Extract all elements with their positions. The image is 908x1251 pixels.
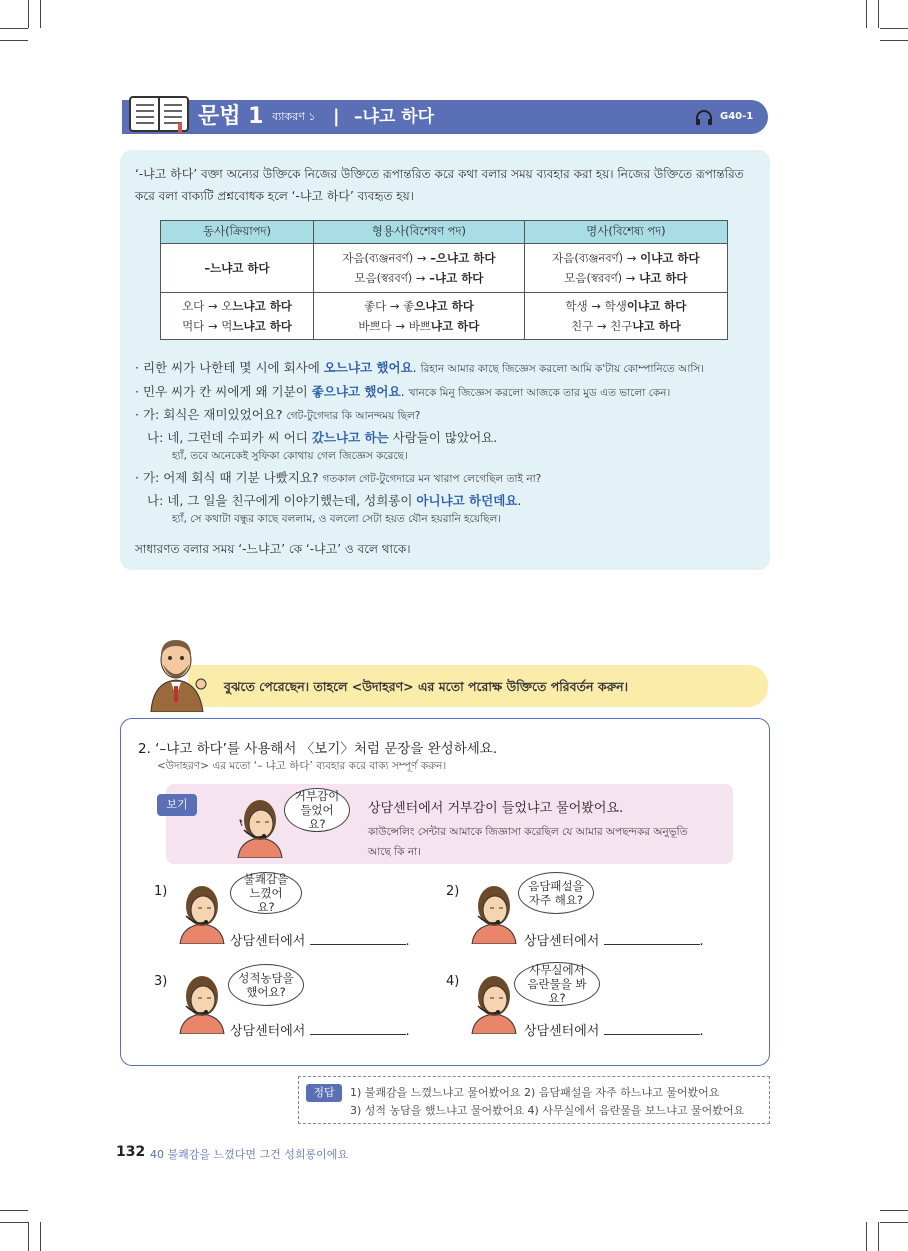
answer-suffix: . (405, 934, 410, 949)
speech-bubble (518, 872, 594, 914)
rule-ending: –으냐고 하다 (430, 251, 496, 265)
translation: হ্যাঁ, সে কথাটা বন্ধুর কাছে বললাম, ও বললো সেটা হয়ত যৌন হয়রানি হয়েছিল। (172, 513, 502, 525)
answer-suffix: . (405, 1024, 410, 1039)
table-header: 동사(ক্রিয়াপদ) (161, 221, 314, 244)
usage-note: সাধারণত বলার সময় ‘-느냐고’ কে ‘-냐고’ ও বলে থাকে। (135, 542, 411, 556)
book-icon (128, 93, 190, 133)
answer-line (524, 930, 704, 949)
example-sentence (147, 428, 497, 446)
example-answer: 상담센터에서 거부감이 들었냐고 물어봤어요. (368, 801, 624, 816)
translation: খানকে মিনু জিজ্ঞেস করলো আজকে তার মুড এত ভালো কেন। (408, 387, 671, 399)
answer-suffix: . (699, 934, 704, 949)
answer-blank[interactable] (604, 932, 700, 945)
verb-rule: –느냐고 하다 (204, 261, 270, 275)
section-title: 문법 1 (198, 104, 264, 129)
crop-mark (0, 1222, 28, 1223)
example-translation: কাউন্সেলিং সেন্টার আমাকে জিজ্ঞাসা করেছিল যে আমার অপছন্দকর অনুভূতি আছে কি না। (368, 826, 688, 858)
crop-mark (28, 0, 29, 28)
example-text: 사람들이 많았어요. (388, 430, 498, 445)
translation: গেট-টুগেদার কি আনন্দময় ছিল? (286, 410, 421, 422)
bubble-text: 음담패설을 자주 해요? (528, 879, 584, 907)
table-cell (524, 244, 727, 293)
example-ending: 이냐고 하다 (626, 299, 687, 313)
crop-mark (40, 0, 41, 28)
crop-mark (0, 1210, 28, 1211)
counselor-face-icon (176, 972, 228, 1034)
bubble-text: 거부감이 들었어요? (294, 789, 340, 831)
item-number: 2) (446, 884, 460, 899)
speech-bubble (284, 788, 350, 832)
crop-mark (880, 40, 908, 41)
example-word: 좋다 → 좋 (363, 299, 415, 313)
counselor-face-icon (234, 796, 286, 858)
rule-label: 모음(স্বরবর্ণ) → (354, 271, 430, 285)
headphone-icon[interactable] (695, 109, 713, 125)
bubble-text: 불쾌감을 느꼈어요? (243, 872, 289, 914)
example-word: 바쁘다 → 바쁘 (358, 319, 431, 333)
example-word: 학생 → 학생 (565, 299, 627, 313)
answer-blank[interactable] (310, 932, 406, 945)
answer-key-line: 3) 성적 농담을 했느냐고 물어봤어요 4) 사무실에서 음란물을 보느냐고 물어봤어요 (350, 1104, 745, 1117)
exercise-title: 2. ‘–냐고 하다’를 사용해서 〈보기〉처럼 문장을 완성하세요. (138, 741, 498, 757)
crop-mark (880, 1210, 908, 1211)
example-sentence (135, 468, 541, 489)
counselor-face-icon (176, 882, 228, 944)
grammar-table (160, 220, 728, 340)
table-cell (161, 293, 314, 340)
example-sentence (147, 491, 521, 509)
answer-line (230, 1020, 410, 1039)
rule-label: 자음(ব্যঞ্জনবর্ণ) → (342, 251, 431, 265)
table-header: 명사(বিশেষ্য পদ) (524, 221, 727, 244)
speech-bubble (228, 964, 304, 1006)
answer-key-line: 1) 불쾌감을 느꼈느냐고 물어봤어요 2) 음담패설을 자주 하느냐고 물어봤어요 (350, 1086, 720, 1099)
example-text: 나: 네, 그런데 수피카 씨 어디 (147, 430, 312, 445)
item-number: 3) (154, 974, 168, 989)
example-word: 친구 → 친구 (570, 319, 633, 333)
translation: রিহান আমার কাছে জিজ্ঞেস করলো আমি ক'টায় কোম্পানিতে আসি। (420, 363, 705, 375)
teacher-illustration (145, 632, 207, 712)
exercise-subtitle: <উদাহরণ> এর মতো ‘– 냐고 하다’ ব্যবহার করে বাক্য সম্পূর্ণ করুন। (157, 760, 447, 772)
rule-label: 모음(স্বরবর্ণ) → (564, 271, 640, 285)
crop-mark (878, 1222, 879, 1251)
highlighted-grammar: 오느냐고 했어요 (323, 360, 413, 375)
answer-blank[interactable] (310, 1022, 406, 1035)
example-text: · 가: 회식은 재미있었어요? (135, 407, 283, 422)
table-cell (314, 293, 525, 340)
example-tag: 보기 (157, 794, 197, 816)
translation: গতকাল গেট-টুগেদারে মন খারাপ লেগেছিল তাই না? (322, 473, 542, 485)
crop-mark (0, 28, 28, 29)
answer-line (230, 930, 410, 949)
table-cell (314, 244, 525, 293)
table-header: 형용사(বিশেষণ পদ) (314, 221, 525, 244)
example-text: . (412, 360, 417, 375)
speech-bubble (514, 962, 600, 1006)
crop-mark (28, 1222, 29, 1251)
highlighted-grammar: 좋으냐고 했어요 (311, 384, 401, 399)
chapter-title: 40 불쾌감을 느꼈다면 그건 성희롱이에요 (150, 1148, 348, 1161)
page-number: 132 (116, 1144, 146, 1160)
example-text: 나: 네, 그 일을 친구에게 이야기했는데, 성희롱이 (147, 493, 417, 508)
bubble-text: 사무실에서 음란물을 봐요? (527, 963, 587, 1005)
answer-suffix: . (699, 1024, 704, 1039)
table-row (161, 244, 728, 293)
crop-mark (880, 1222, 908, 1223)
table-cell (524, 293, 727, 340)
example-word: 먹다 → 먹 (182, 319, 233, 333)
counselor-face-icon (468, 882, 520, 944)
instruction-text: বুঝতে পেরেছেন। তাহলে <উদাহরণ> এর মতো পরোক্ষ উক্তিতে পরিবর্তন করুন। (224, 679, 629, 694)
crop-mark (866, 0, 867, 28)
table-cell (161, 244, 314, 293)
example-sentence (135, 405, 420, 426)
answer-prefix: 상담센터에서 (230, 1024, 306, 1039)
crop-mark (40, 1222, 41, 1251)
translation: হ্যাঁ, তবে অনেকেই সুফিকা কোথায় গেল জিজ্ঞেস করেছে। (172, 450, 408, 462)
example-ending: 냐고 하다 (430, 319, 480, 333)
grammar-topic: –냐고 하다 (354, 107, 435, 127)
example-ending: 냐고 하다 (632, 319, 681, 333)
rule-label: 자음(ব্যঞ্জনবর্ণ) → (552, 251, 641, 265)
answer-line (524, 1020, 704, 1039)
highlighted-grammar: 아니냐고 하던데요 (416, 493, 518, 508)
answer-prefix: 상담센터에서 (524, 1024, 600, 1039)
speech-bubble (230, 872, 302, 914)
item-number: 1) (154, 884, 168, 899)
example-word: 오다 → 오 (182, 299, 233, 313)
answer-key-tag: 정답 (306, 1084, 342, 1102)
answer-blank[interactable] (604, 1022, 700, 1035)
item-number: 4) (446, 974, 460, 989)
table-row (161, 293, 728, 340)
example-sentence (135, 358, 704, 379)
example-text: . (517, 493, 522, 508)
bubble-text: 성적농담을 했어요? (238, 971, 294, 999)
rule-ending: –냐고 하다 (429, 271, 484, 285)
header-separator: | (333, 106, 340, 127)
example-text: · 리한 씨가 나한테 몇 시에 회사에 (135, 360, 324, 375)
table-header-row (161, 221, 728, 244)
crop-mark (880, 28, 908, 29)
answer-prefix: 상담센터에서 (524, 934, 600, 949)
example-ending: 느냐고 하다 (232, 319, 292, 333)
audio-track-label: G40-1 (720, 111, 754, 122)
crop-mark (866, 1222, 867, 1251)
crop-mark (878, 0, 879, 28)
example-text: . (400, 384, 405, 399)
highlighted-grammar: 갔느냐고 하는 (311, 430, 389, 445)
section-subtitle: ব্যাকরণ ১ (272, 110, 316, 123)
example-sentence (135, 382, 670, 403)
intro-text: ‘-냐고 하다’ বক্তা অন্যের উক্তিকে নিজের উক্তিতে রূপান্তরিত করে কথা বলার সময় ব্যবহার করা হয়। নিজের উক্তিতে রূপান্তরিত করে বলা বাক্যটি প্রশ্নবোধক হলে ‘-냐고 하다’ ব্যবহৃত হয়। (135, 167, 744, 203)
counselor-face-icon (468, 972, 520, 1034)
example-ending: 으냐고 하다 (414, 299, 474, 313)
example-ending: 느냐고 하다 (232, 299, 292, 313)
answer-prefix: 상담센터에서 (230, 934, 306, 949)
rule-ending: 이냐고 하다 (640, 251, 700, 265)
example-text: · 가: 어제 회식 때 기분 나빴지요? (135, 470, 319, 485)
rule-ending: 냐고 하다 (639, 271, 688, 285)
example-text: · 민우 씨가 칸 씨에게 왜 기분이 (135, 384, 312, 399)
crop-mark (0, 40, 28, 41)
